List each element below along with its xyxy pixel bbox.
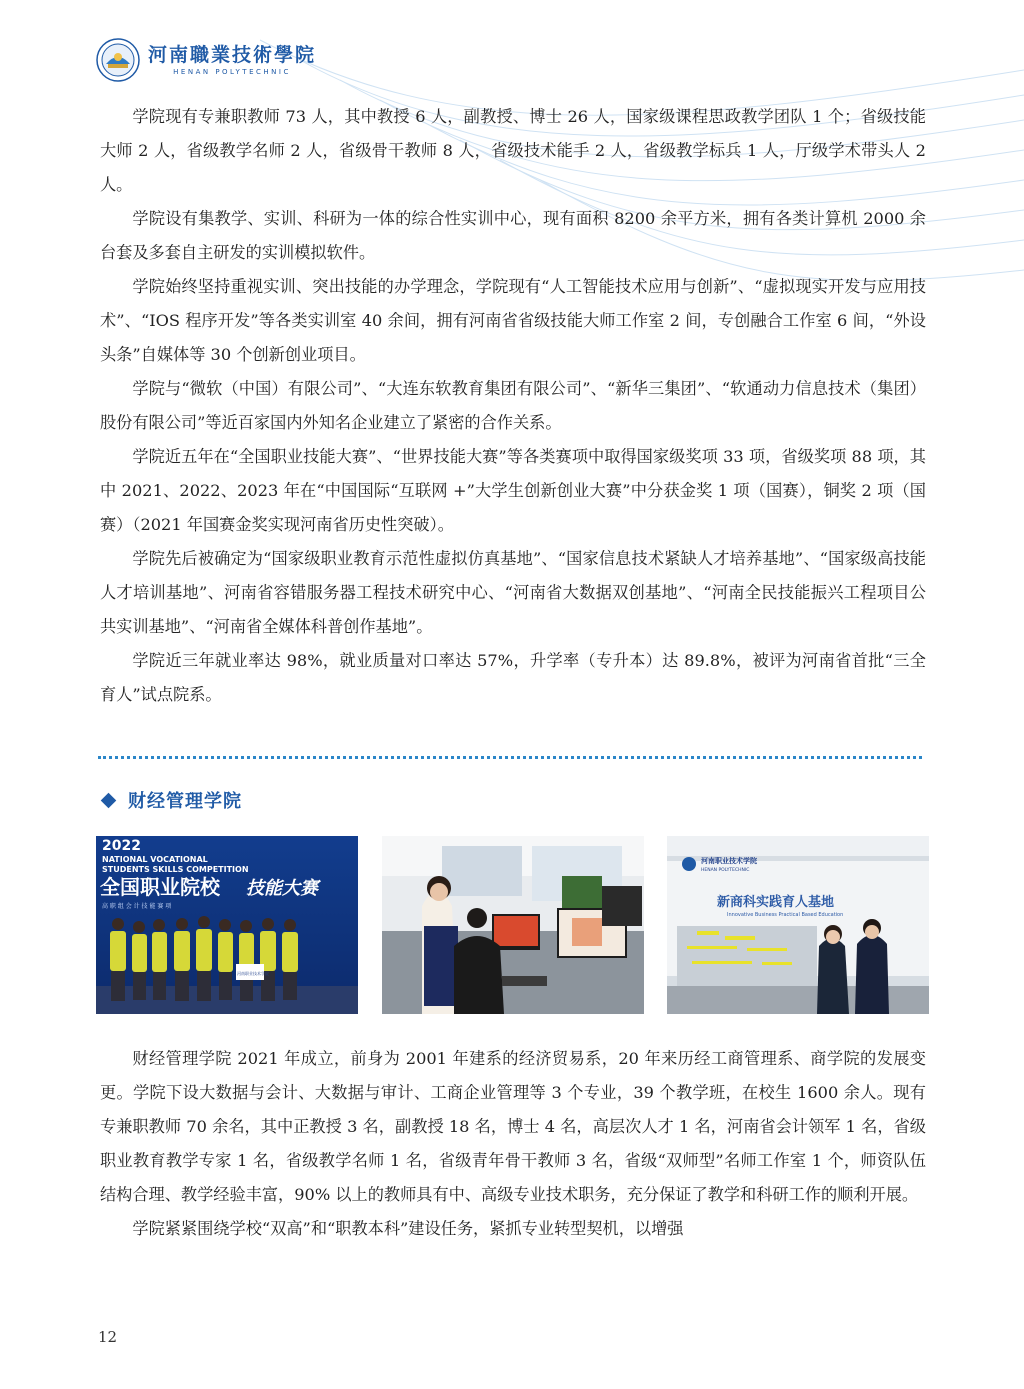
page-header (96, 38, 316, 82)
page-number: 12 (98, 1328, 118, 1346)
paragraph: 学院始终坚持重视实训、突出技能的办学理念，学院现有“人工智能技术应用与创新”、“虚拟现实开发与应用技术”、“IOS 程序开发”等各类实训室 40 余间，拥有河南省省级技能大师工作室 2 间，专创融合工作室 6 间，“外设头条”自媒体等 30 个创新创业项目。 (100, 277, 926, 364)
school-name-en: HENAN POLYTECHNIC (173, 68, 291, 76)
photo3-wall-en: Innovative Business Practical Based Education (727, 912, 844, 918)
photo1-subtitle: 高 职 组 会 计 技 能 赛 项 (102, 903, 172, 910)
photo1-sign: 河南职业技术学院 (237, 971, 269, 976)
photo1-title-cn-2: 技能大赛 (246, 878, 318, 899)
photo-computer-lab (382, 836, 644, 1014)
paragraph: 学院设有集教学、实训、科研为一体的综合性实训中心，现有面积 8200 余平方米，拥有各类计算机 2000 余台套及多套自主研发的实训模拟软件。 (100, 209, 926, 262)
photo3-logo-en: HENAN POLYTECHNIC (701, 868, 750, 873)
photo1-title-cn: 全国职业院校 (100, 875, 220, 899)
paragraph: 学院与“微软（中国）有限公司”、“大连东软教育集团有限公司”、“新华三集团”、“软通动力信息技术（集团）股份有限公司”等近百家国内外知名企业建立了紧密的合作关系。 (100, 379, 926, 432)
body-text-bottom (100, 1042, 926, 1246)
paragraph: 学院现有专兼职教师 73 人，其中教授 6 人，副教授、博士 26 人，国家级课程思政教学团队 1 个；省级技能大师 2 人，省级教学名师 2 人，省级骨干教师 8 人，省级技术能手 2 人，省级教学标兵 1 人，厅级学术带头人 2 人。 (100, 107, 926, 194)
photo1-title-en-2: STUDENTS SKILLS COMPETITION (102, 865, 249, 874)
paragraph: 学院近三年就业率达 98%，就业质量对口率达 57%，升学率（专升本）达 89.8%，被评为河南省首批“三全育人”试点院系。 (100, 651, 926, 704)
section-heading (103, 787, 242, 813)
photo1-year: 2022 (102, 838, 141, 854)
paragraph: 财经管理学院 2021 年成立，前身为 2001 年建系的经济贸易系，20 年来历经工商管理系、商学院的发展变更。学院下设大数据与会计、大数据与审计、工商企业管理等 3 个专业，39 个教学班，在校生 1600 余人。现有专兼职教师 70 余名，其中正教授 3 名，副教授 18 名，博士 4 名，高层次人才 1 名，河南省会计领军 1 名，省级职业教育教学专家 1 名，省级教学名师 1 名，省级青年骨干教师 3 名，省级“双师型”名师工作室 1 个，师资队伍结构合理、教学经验丰富，90% 以上的教师具有中、高级专业技术职务，充分保证了教学和科研工作的顺利开展。 (100, 1049, 926, 1204)
school-name-cn: 河南職業技術學院 (148, 44, 317, 66)
photo-practice-base (667, 836, 929, 1014)
paragraph: 学院近五年在“全国职业技能大赛”、“世界技能大赛”等各类赛项中取得国家级奖项 33 项，省级奖项 88 项，其中 2021、2022、2023 年在“中国国际“互联网 +”大学生创新创业大赛”中分获金奖 1 项（国赛），铜奖 2 项（国赛）（2021 年国赛金奖实现河南省历史性突破）。 (100, 447, 926, 534)
photo3-logo-cn: 河南职业技术学院 (701, 857, 757, 865)
diamond-bullet-icon (101, 792, 117, 808)
school-logo-icon (96, 38, 140, 82)
paragraph: 学院先后被确定为“国家级职业教育示范性虚拟仿真基地”、“国家信息技术紧缺人才培养基地”、“国家级高技能人才培训基地”、河南省容错服务器工程技术研究中心、“河南省大数据双创基地”、“河南全民技能振兴工程项目公共实训基地”、“河南省全媒体科普创作基地”。 (100, 549, 926, 636)
photo-competition-team (96, 836, 358, 1014)
photo3-wall-cn: 新商科实践育人基地 (717, 895, 835, 910)
photo1-title-en-1: NATIONAL VOCATIONAL (102, 855, 208, 864)
section-title: 财经管理学院 (128, 791, 242, 812)
dotted-divider (98, 756, 922, 759)
paragraph: 学院紧紧围绕学校“双高”和“职教本科”建设任务，紧抓专业转型契机，以增强 (132, 1219, 684, 1238)
body-text-top (100, 100, 926, 712)
